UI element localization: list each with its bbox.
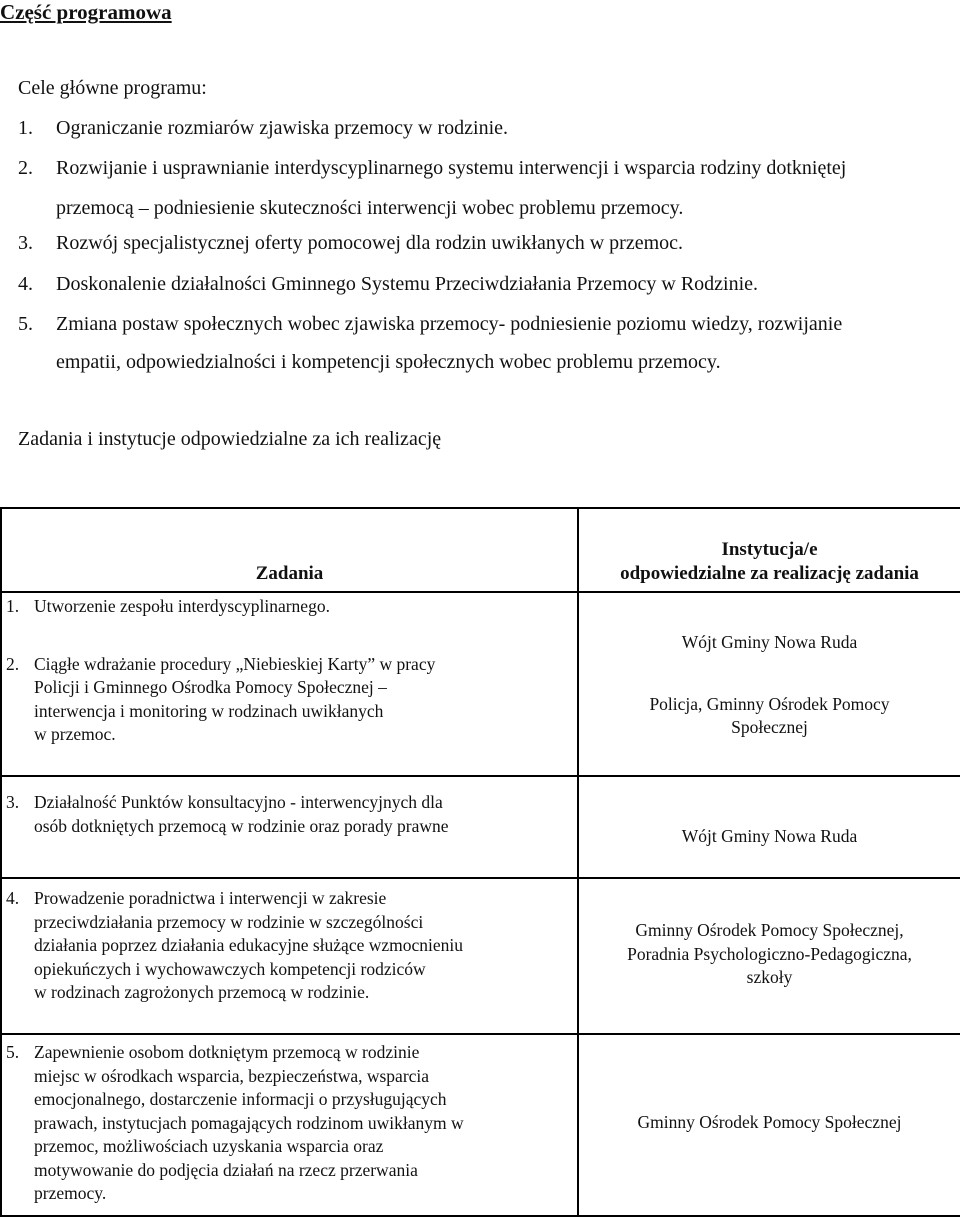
tasks-heading: Zadania i instytucje odpowiedzialne za ich realizację — [18, 428, 442, 450]
table-row — [1, 1034, 960, 1216]
tasks-table — [0, 507, 960, 1217]
table-row — [1, 878, 960, 1034]
goal-item-5: 5. Zmiana postaw społecznych wobec zjawiska przemocy- podniesienie poziomu wiedzy, rozwijanie — [18, 313, 843, 335]
header-tasks: Zadania — [1, 508, 578, 592]
goal-item-2-cont: przemocą – podniesienie skuteczności interwencji wobec problemu przemocy. — [56, 197, 684, 219]
table-row — [1, 776, 960, 878]
task-cell: 3. Działalność Punktów konsultacyjno - interwencyjnych dla osób dotkniętych przemocą w rodzinie oraz porady prawne — [1, 776, 578, 878]
table-row — [1, 592, 960, 776]
header-institutions: Instytucja/e odpowiedzialne za realizację zadania — [578, 508, 960, 592]
institution-cell: Gminny Ośrodek Pomocy Społecznej, Poradnia Psychologiczno-Pedagogiczna, szkoły — [578, 878, 960, 1034]
task-cell: 1. Utworzenie zespołu interdyscyplinarnego. 2. Ciągłe wdrażanie procedury „Niebieskiej Karty” w pracy Policji i Gminnego Ośrodka Pomocy Społecznej – interwencja i monitoring w rodzinach uwikłanych w przemoc. — [1, 592, 578, 776]
institution-cell: Wójt Gminy Nowa Ruda — [578, 776, 960, 878]
task-cell: 5. Zapewnienie osobom dotkniętym przemocą w rodzinie miejsc w ośrodkach wsparcia, bezpieczeństwa, wsparcia emocjonalnego, dostarczenie informacji o przysługujących prawach, instytucjach pomagających rodzinom uwikłanym w przemoc, możliwościach uzyskania wsparcia oraz motywowanie do podjęcia działań na rzecz przerwania przemocy. — [1, 1034, 578, 1216]
goal-item-4: 4. Doskonalenie działalności Gminnego Systemu Przeciwdziałania Przemocy w Rodzinie. — [18, 273, 759, 295]
section-heading: Część programowa — [0, 0, 172, 24]
goal-item-1: 1. Ograniczanie rozmiarów zjawiska przemocy w rodzinie. — [18, 117, 509, 139]
goals-intro: Cele główne programu: — [18, 77, 207, 99]
institution-cell: Wójt Gminy Nowa Ruda Policja, Gminny Ośrodek Pomocy Społecznej — [578, 592, 960, 776]
goal-item-3: 3. Rozwój specjalistycznej oferty pomocowej dla rodzin uwikłanych w przemoc. — [18, 232, 684, 254]
goal-item-5-cont: empatii, odpowiedzialności i kompetencji społecznych wobec problemu przemocy. — [56, 351, 721, 373]
table-header-row — [1, 508, 960, 592]
institution-cell: Gminny Ośrodek Pomocy Społecznej — [578, 1034, 960, 1216]
task-cell: 4. Prowadzenie poradnictwa i interwencji w zakresie przeciwdziałania przemocy w rodzinie w szczególności działania poprzez działania edukacyjne służące wzmocnieniu opiekuńczych i wychowawczych kompetencji rodziców w rodzinach zagrożonych przemocą w rodzinie. — [1, 878, 578, 1034]
goal-item-2: 2. Rozwijanie i usprawnianie interdyscyplinarnego systemu interwencji i wsparcia rodziny dotkniętej — [18, 157, 847, 179]
